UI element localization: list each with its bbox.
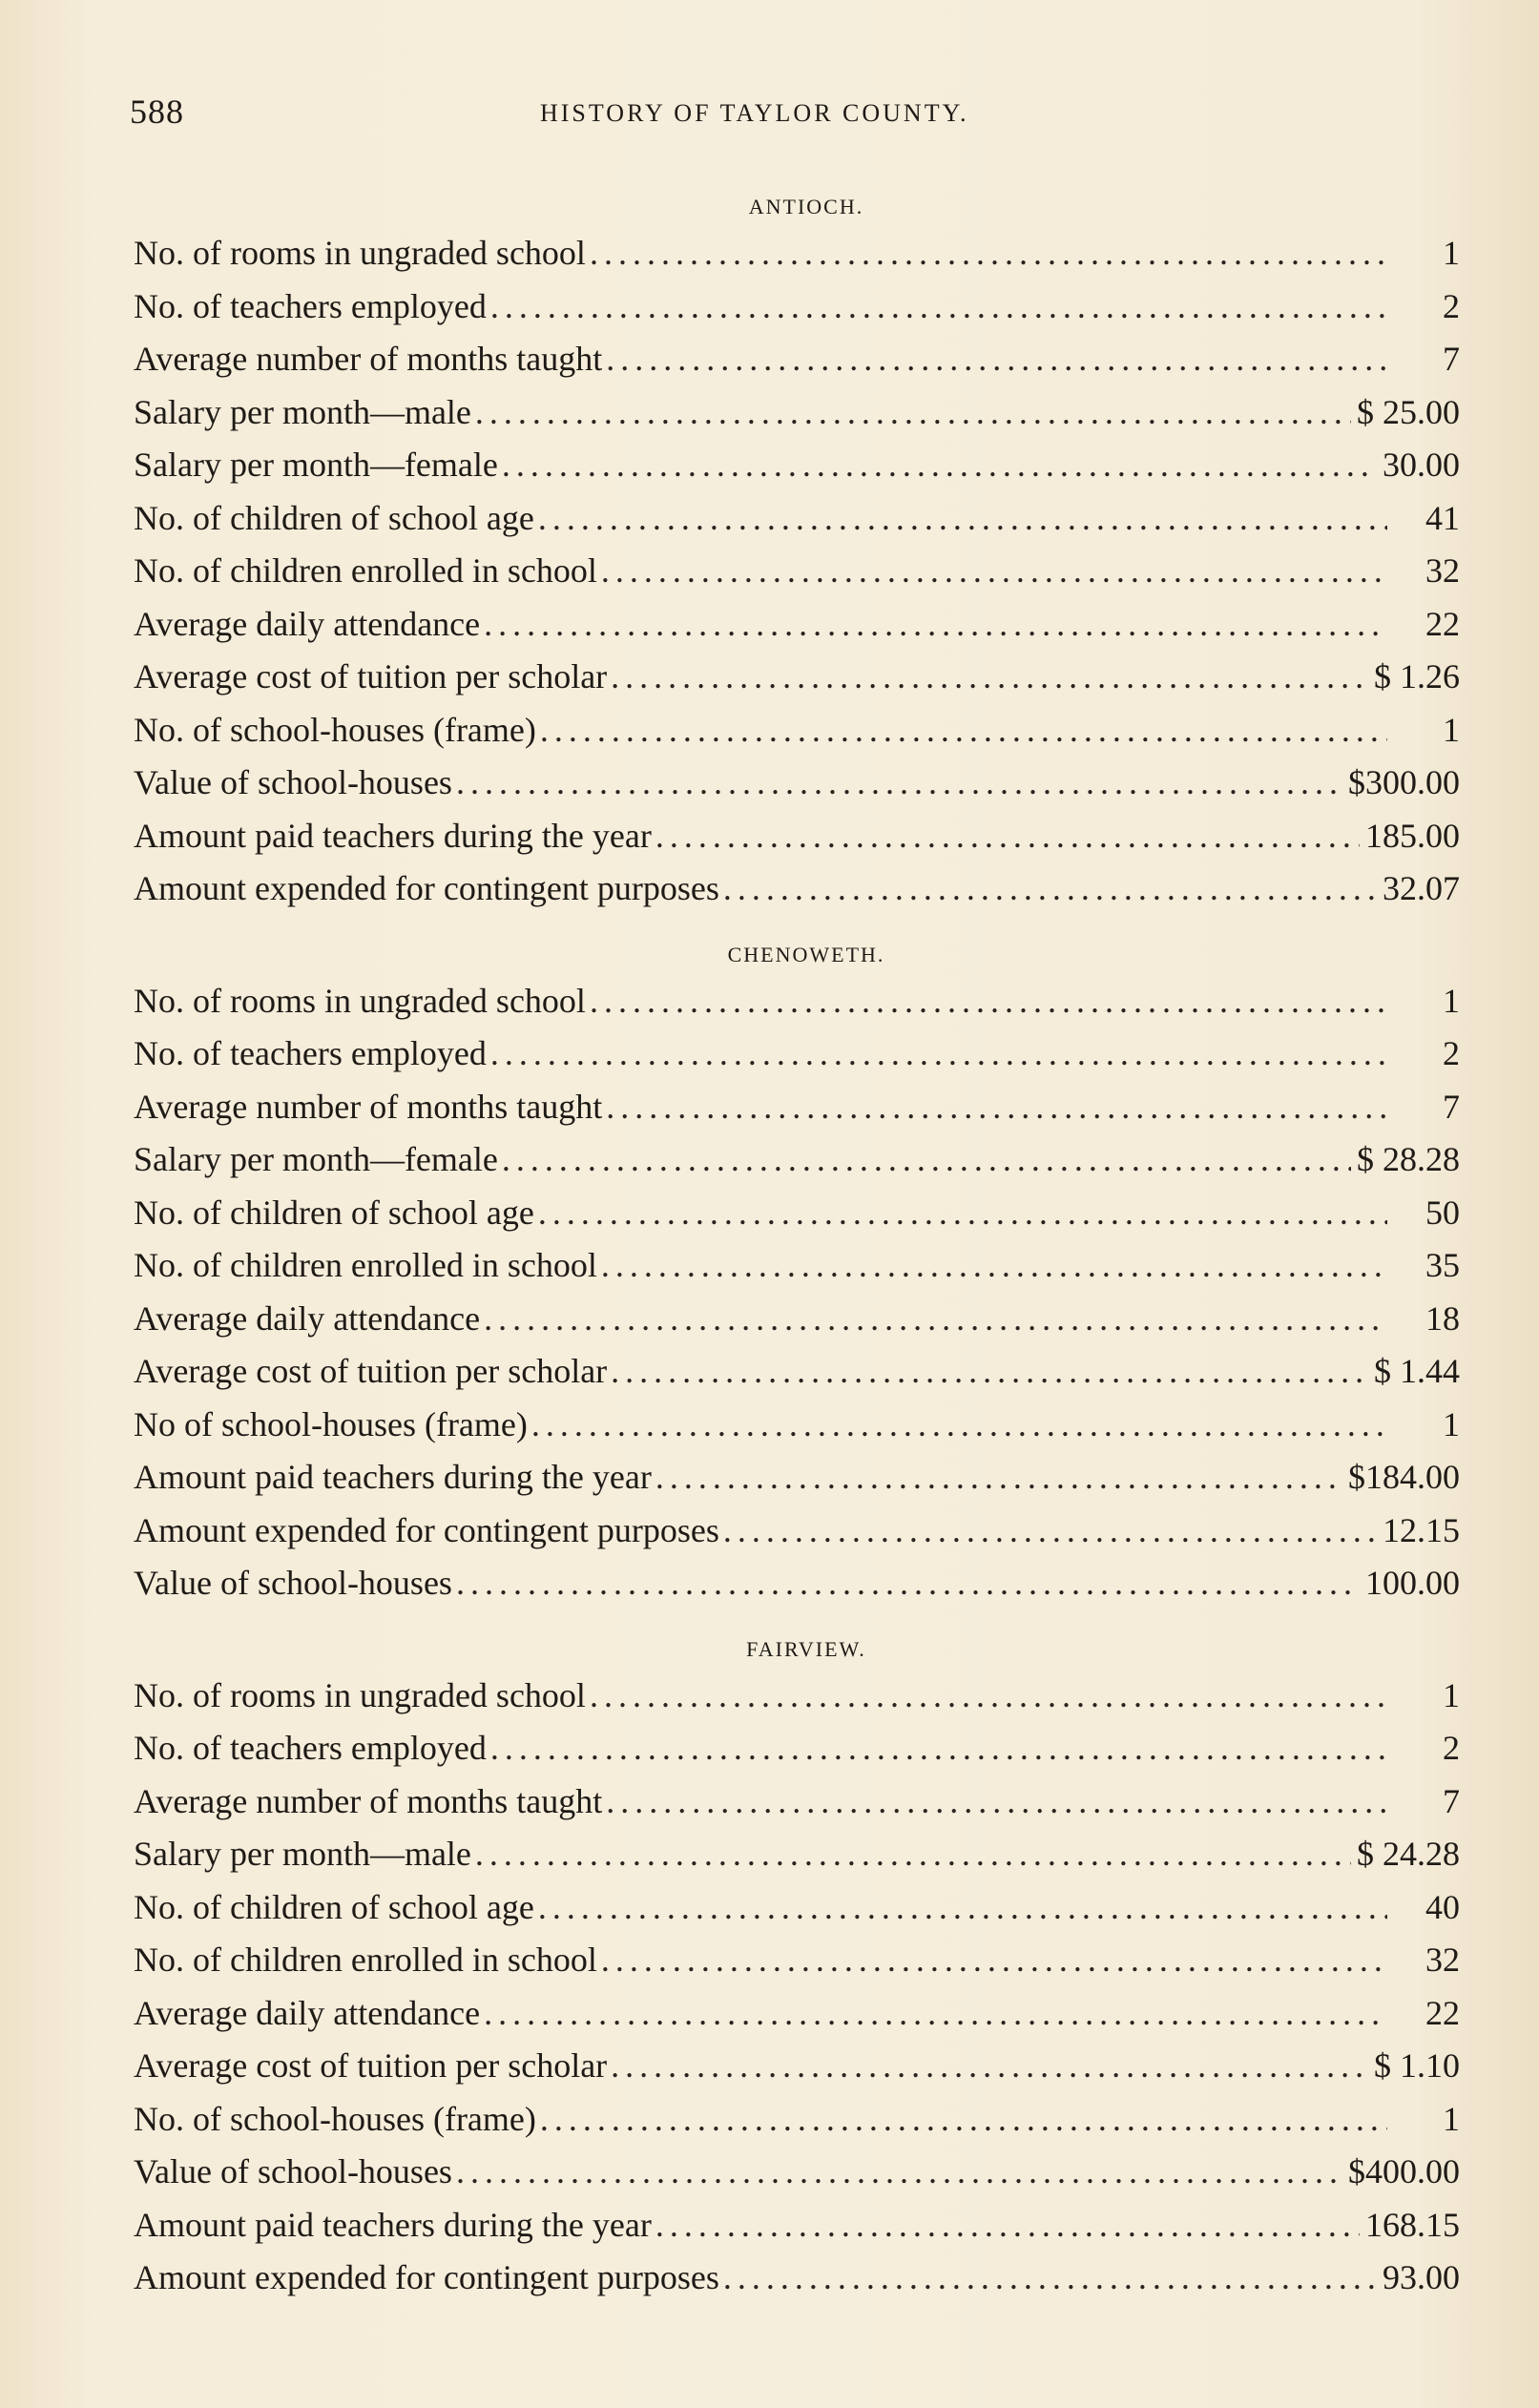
stat-row — [134, 1828, 1460, 1881]
stat-row — [134, 1399, 1460, 1452]
dot-leader — [475, 1828, 1351, 1881]
stat-row — [134, 651, 1460, 704]
dot-leader — [540, 2093, 1387, 2147]
dot-leader — [538, 1187, 1387, 1240]
stat-row — [134, 439, 1460, 492]
stat-label: Amount paid teachers during the year — [134, 2205, 652, 2244]
dot-leader — [606, 1775, 1387, 1829]
dot-leader — [611, 651, 1368, 704]
stat-label: No of school-houses (frame) — [134, 1404, 528, 1443]
stat-row — [134, 1451, 1460, 1505]
dot-leader — [601, 1239, 1387, 1293]
stat-label: Average daily attendance — [134, 1298, 481, 1338]
stat-row — [134, 1775, 1460, 1829]
stat-row — [134, 598, 1460, 652]
stat-row — [134, 1081, 1460, 1134]
stat-value: 32.07 — [1383, 869, 1460, 907]
stat-label: Amount paid teachers during the year — [134, 1458, 652, 1496]
stat-label: Salary per month—female — [134, 1140, 498, 1178]
stat-value: 93.00 — [1383, 2258, 1460, 2296]
stat-value: 35 — [1425, 1246, 1460, 1284]
stat-value: 7 — [1443, 1087, 1460, 1126]
stat-label: Amount expended for contingent purposes — [134, 1510, 719, 1549]
dot-leader — [601, 1934, 1387, 1987]
dot-leader — [723, 1505, 1377, 1558]
stat-label: No. of children of school age — [134, 1193, 534, 1232]
stat-label: No. of rooms in ungraded school — [134, 1675, 586, 1714]
dot-leader — [484, 598, 1387, 652]
dot-leader — [456, 2146, 1342, 2199]
dot-leader — [611, 1345, 1368, 1399]
section-chenoweth — [134, 935, 1460, 1610]
stat-row — [134, 1505, 1460, 1558]
stat-label: Average number of months taught — [134, 1087, 603, 1126]
stat-row — [134, 545, 1460, 598]
stat-value: 41 — [1425, 498, 1460, 537]
stat-row — [134, 2146, 1460, 2199]
stat-label: Amount expended for contingent purposes — [134, 2258, 719, 2296]
stat-value: 18 — [1425, 1298, 1460, 1338]
section-fairview — [134, 1630, 1460, 2305]
stat-row — [134, 1987, 1460, 2041]
stat-row — [134, 1881, 1460, 1935]
dot-leader — [723, 862, 1377, 916]
stat-label: Value of school-houses — [134, 2152, 452, 2190]
stat-value: 40 — [1425, 1887, 1460, 1926]
stat-label: No. of teachers employed — [134, 286, 487, 325]
stat-value: 7 — [1443, 340, 1460, 378]
stat-row — [134, 2093, 1460, 2147]
stat-value: 50 — [1425, 1193, 1460, 1232]
stat-label: Average number of months taught — [134, 1781, 603, 1820]
dot-leader — [606, 1081, 1387, 1134]
stat-label: Salary per month—male — [134, 1835, 471, 1873]
section-title: CHENOWETH. — [727, 942, 885, 966]
running-head: HISTORY OF TAYLOR COUNTY. — [540, 99, 969, 127]
stat-value: 1 — [1443, 1404, 1460, 1443]
section-title: ANTIOCH. — [748, 195, 864, 218]
stat-row — [134, 386, 1460, 440]
stat-row — [134, 1028, 1460, 1081]
stat-value: 1 — [1443, 710, 1460, 749]
stat-label: Average cost of tuition per scholar — [134, 1352, 608, 1390]
dot-leader — [590, 1670, 1387, 1723]
dot-leader — [484, 1987, 1387, 2041]
stat-value: 100.00 — [1365, 1564, 1460, 1602]
dot-leader — [502, 439, 1377, 492]
stat-label: Amount expended for contingent purposes — [134, 869, 719, 907]
stat-value: $ 1.44 — [1374, 1352, 1460, 1390]
stat-value: $ 25.00 — [1357, 392, 1460, 431]
stat-label: Average number of months taught — [134, 340, 603, 378]
dot-leader — [456, 1557, 1360, 1610]
stat-value: 30.00 — [1383, 446, 1460, 484]
dot-leader — [502, 1133, 1351, 1187]
stat-value: 2 — [1443, 1034, 1460, 1072]
dot-leader — [475, 386, 1351, 440]
stat-value: 1 — [1443, 1675, 1460, 1714]
dot-leader — [723, 2252, 1377, 2305]
stat-value: 2 — [1443, 1729, 1460, 1767]
dot-leader — [655, 810, 1360, 863]
stat-value: 7 — [1443, 1781, 1460, 1820]
stat-label: No. of children of school age — [134, 498, 534, 537]
stat-value: 1 — [1443, 981, 1460, 1020]
page-header — [130, 92, 1466, 134]
stat-label: No. of school-houses (frame) — [134, 710, 536, 749]
section-spacer — [134, 1610, 1460, 1630]
stat-label: Amount paid teachers during the year — [134, 816, 652, 855]
stat-row — [134, 1670, 1460, 1723]
stat-value: 22 — [1425, 604, 1460, 643]
stat-value: $ 28.28 — [1357, 1140, 1460, 1178]
stat-value: 32 — [1425, 551, 1460, 590]
stat-label: Salary per month—female — [134, 446, 498, 484]
stat-row — [134, 1133, 1460, 1187]
dot-leader — [490, 280, 1387, 334]
stat-row — [134, 2252, 1460, 2305]
stat-row — [134, 1239, 1460, 1293]
stat-row — [134, 704, 1460, 758]
stat-label: No. of rooms in ungraded school — [134, 234, 586, 272]
stat-value: 22 — [1425, 1993, 1460, 2032]
stat-value: $ 1.10 — [1374, 2046, 1460, 2085]
section-spacer — [134, 916, 1460, 935]
stat-value: 32 — [1425, 1941, 1460, 1979]
stat-value: 185.00 — [1365, 816, 1460, 855]
dot-leader — [456, 757, 1342, 810]
stat-row — [134, 2199, 1460, 2252]
stat-row — [134, 1293, 1460, 1346]
stat-label: Average daily attendance — [134, 1993, 481, 2032]
stat-label: No. of teachers employed — [134, 1034, 487, 1072]
section-title: FAIRVIEW. — [746, 1636, 866, 1661]
stat-row — [134, 757, 1460, 810]
stat-label: Value of school-houses — [134, 1564, 452, 1602]
dot-leader — [490, 1722, 1387, 1775]
stat-row — [134, 1722, 1460, 1775]
dot-leader — [601, 545, 1387, 598]
stat-row — [134, 1934, 1460, 1987]
stat-label: Value of school-houses — [134, 763, 452, 801]
stat-label: No. of children enrolled in school — [134, 1941, 597, 1979]
stat-row — [134, 1345, 1460, 1399]
stat-row — [134, 492, 1460, 546]
stat-row — [134, 2040, 1460, 2093]
stat-row — [134, 333, 1460, 386]
stat-row — [134, 810, 1460, 863]
stat-row — [134, 227, 1460, 280]
stat-value: $184.00 — [1348, 1458, 1460, 1496]
stat-value: $ 24.28 — [1357, 1835, 1460, 1873]
stat-label: No. of children enrolled in school — [134, 1246, 597, 1284]
school-statistics — [134, 187, 1460, 2305]
dot-leader — [490, 1028, 1387, 1081]
stat-label: No. of children of school age — [134, 1887, 534, 1926]
stat-label: Average daily attendance — [134, 604, 481, 643]
dot-leader — [655, 2199, 1360, 2252]
stat-value: 2 — [1443, 286, 1460, 325]
dot-leader — [540, 704, 1387, 758]
stat-value: 168.15 — [1365, 2205, 1460, 2244]
stat-row — [134, 1187, 1460, 1240]
stat-row — [134, 280, 1460, 334]
dot-leader — [531, 1399, 1387, 1452]
dot-leader — [590, 227, 1387, 280]
stat-label: No. of school-houses (frame) — [134, 2099, 536, 2138]
stat-value: $ 1.26 — [1374, 657, 1460, 695]
stat-row — [134, 862, 1460, 916]
stat-value: $400.00 — [1348, 2152, 1460, 2190]
stat-row — [134, 1557, 1460, 1610]
dot-leader — [484, 1293, 1387, 1346]
dot-leader — [538, 1881, 1387, 1935]
stat-label: Average cost of tuition per scholar — [134, 2046, 608, 2085]
section-antioch — [134, 187, 1460, 916]
dot-leader — [538, 492, 1387, 546]
stat-label: Average cost of tuition per scholar — [134, 657, 608, 695]
stat-row — [134, 975, 1460, 1028]
dot-leader — [611, 2040, 1368, 2093]
page-number: 588 — [130, 93, 184, 131]
stat-label: No. of teachers employed — [134, 1729, 487, 1767]
stat-label: No. of rooms in ungraded school — [134, 981, 586, 1020]
stat-label: No. of children enrolled in school — [134, 551, 597, 590]
stat-value: 1 — [1443, 2099, 1460, 2138]
stat-value: $300.00 — [1348, 763, 1460, 801]
dot-leader — [606, 333, 1387, 386]
stat-label: Salary per month—male — [134, 392, 471, 431]
dot-leader — [590, 975, 1387, 1028]
dot-leader — [655, 1451, 1342, 1505]
stat-value: 1 — [1443, 234, 1460, 272]
stat-value: 12.15 — [1383, 1510, 1460, 1549]
